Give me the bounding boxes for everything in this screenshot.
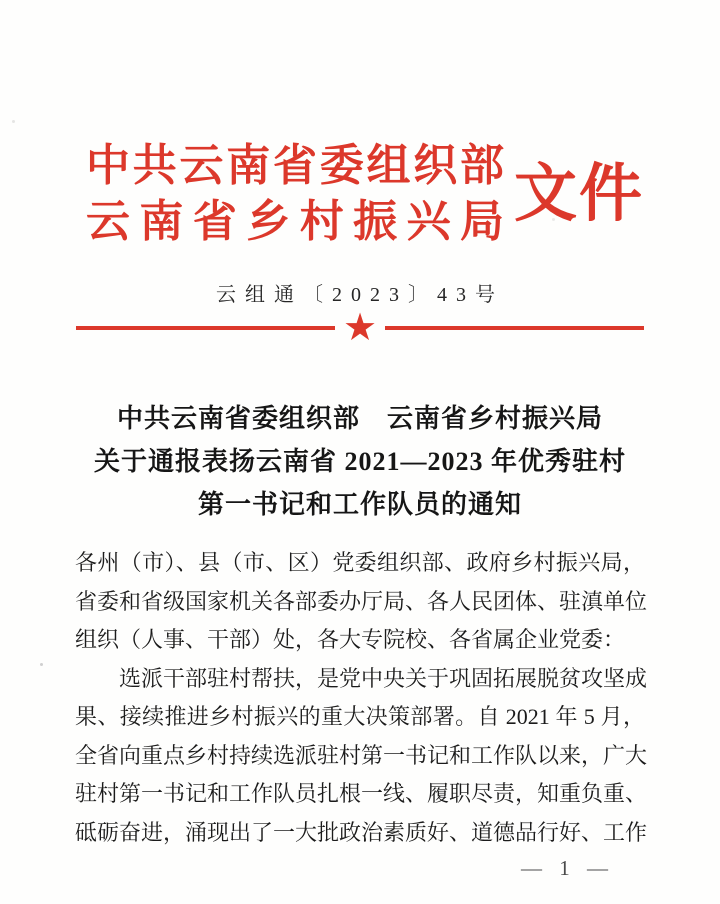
letterhead bbox=[0, 0, 720, 250]
org-name-line-2: 云南省乡村振兴局 bbox=[86, 197, 504, 246]
scan-speck bbox=[552, 218, 555, 221]
page-number: — 1 — bbox=[521, 856, 614, 880]
org-name-line-1: 中共云南省委组织部 bbox=[86, 141, 504, 190]
title-line-3: 第一书记和工作队员的通知 bbox=[197, 490, 522, 519]
document-number: 云组通〔2023〕43号 bbox=[216, 284, 504, 306]
title-line-1: 中共云南省委组织部 云南省乡村振兴局 bbox=[116, 404, 603, 433]
doc-type-label: 文件 bbox=[514, 158, 644, 229]
body-line: 砥砺奋进，涌现出了一大批政治素质好、道德品行好、工作 bbox=[75, 819, 648, 845]
divider-line-right bbox=[385, 326, 644, 330]
divider-line-left bbox=[76, 326, 335, 330]
document-title bbox=[0, 397, 720, 526]
issuing-orgs bbox=[86, 138, 504, 250]
scan-speck bbox=[40, 663, 43, 666]
star-icon: ★ bbox=[342, 307, 378, 349]
body-line: 各州（市）、县（市、区）党委组织部、政府乡村振兴局， bbox=[75, 550, 645, 575]
body-line: 全省向重点乡村持续选派驻村第一书记和工作队以来，广大 bbox=[75, 742, 648, 768]
body-line: 果、接续推进乡村振兴的重大决策部署。自 2021 年 5 月， bbox=[75, 704, 645, 729]
scan-speck bbox=[12, 120, 15, 123]
body-line: 省委和省级国家机关各部委办厅局、各人民团体、驻滇单位 bbox=[75, 588, 648, 614]
red-divider bbox=[76, 307, 644, 349]
body-line: 组织（人事、干部）处，各大专院校、各省属企业党委： bbox=[75, 627, 626, 652]
body-line: 驻村第一书记和工作队员扎根一线、履职尽责，知重负重、 bbox=[75, 781, 648, 806]
body-line: 选派干部驻村帮扶，是党中央关于巩固拓展脱贫攻坚成 bbox=[119, 665, 648, 691]
document-body bbox=[75, 544, 648, 852]
title-line-2: 关于通报表扬云南省 2021—2023 年优秀驻村 bbox=[93, 447, 626, 476]
